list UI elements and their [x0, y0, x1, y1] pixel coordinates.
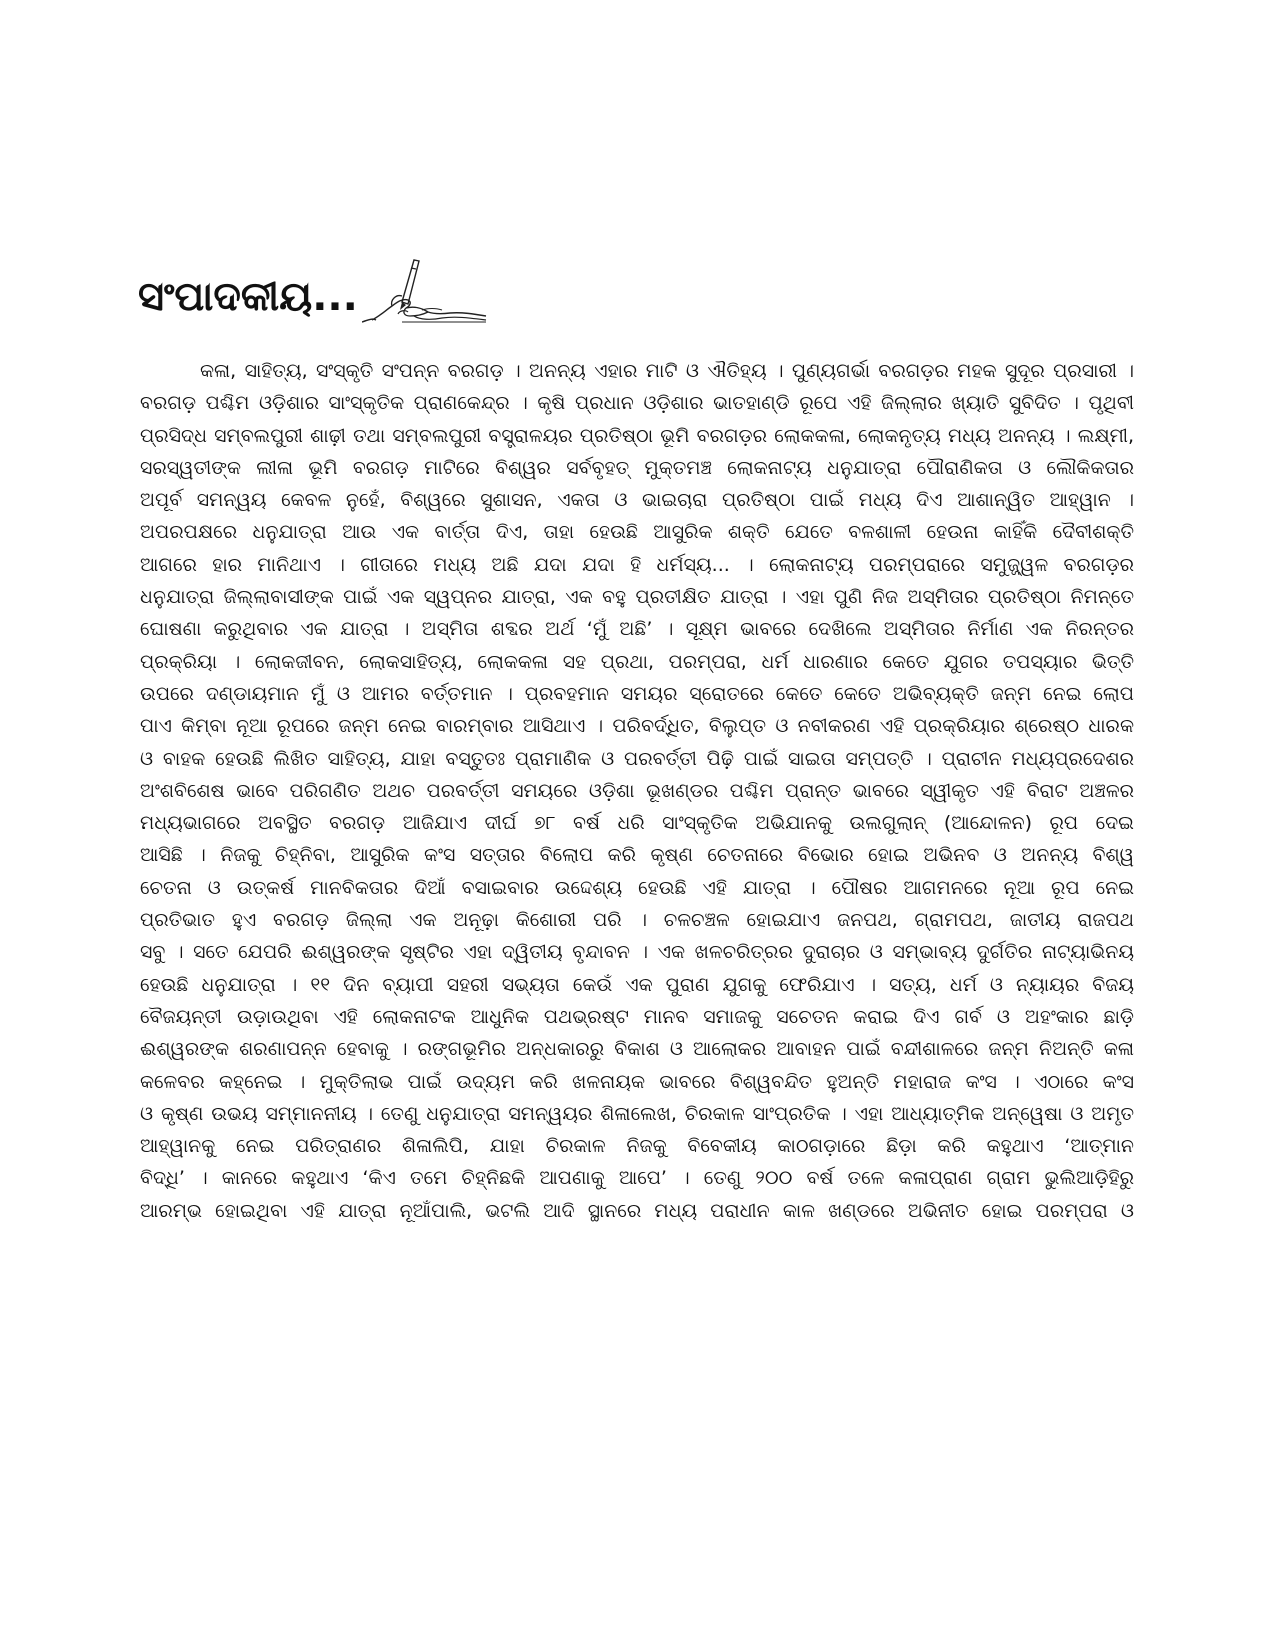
paragraph-line: ଅଂଶବିଶେଷ ଭାବେ ପରିଗଣିତ ଅଥଚ ପରବର୍ତ୍ତୀ ସମୟରେ ଓଡ଼ିଶା ଭୂଖଣ୍ଡର ପଶ୍ଚିମ ପ୍ରାନ୍ତ ଭାବରେ ସ୍ୱୀକୃତ ଏହି ବିରାଟ ଅଞ୍ଚଳର [140, 779, 1134, 802]
paragraph-line: ଅପୂର୍ବ ସମନ୍ୱୟ କେବଳ ନୁହେଁ, ବିଶ୍ୱରେ ସୁଶାସନ, ଏକତା ଓ ଭାଇଚାରା ପ୍ରତିଷ୍ଠା ପାଇଁ ମଧ୍ୟ ଦିଏ ଆଶାନ୍ୱିତ ଆହ୍ୱାନ । [140, 489, 1134, 512]
paragraph-line: କଳା, ସାହିତ୍ୟ, ସଂସ୍କୃତି ସଂପନ୍ନ ବରଗଡ଼ । ଅନନ୍ୟ ଏହାର ମାଟି ଓ ଐତିହ୍ୟ । ପୁଣ୍ୟଗର୍ଭା ବରଗଡ଼ର ମହକ ସୁଦୂର ପ୍ରସାରୀ । [200, 360, 1134, 382]
paragraph-line: ଧନୁଯାତ୍ରା ଜିଲ୍ଲାବାସୀଙ୍କ ପାଇଁ ଏକ ସ୍ୱପ୍ନର ଯାତ୍ରା, ଏକ ବହୁ ପ୍ରତୀକ୍ଷିତ ଯାତ୍ରା । ଏହା ପୁଣି ନିଜ ଅସ୍ମିତାର ପ୍ରତିଷ୍ଠା ନିମନ୍ତେ [140, 586, 1134, 609]
paragraph-line: ଈଶ୍ୱରଙ୍କ ଶରଣାପନ୍ନ ହେବାକୁ । ରଙ୍ଗଭୂମିର ଅନ୍ଧକାରରୁ ବିକାଶ ଓ ଆଲୋକର ଆବାହନ ପାଇଁ ବନ୍ଦୀଶାଳରେ ଜନ୍ମ ନିଅନ୍ତି କଳା [140, 1038, 1134, 1061]
paragraph-line: ଅପରପକ୍ଷରେ ଧନୁଯାତ୍ରା ଆଉ ଏକ ବାର୍ତ୍ତା ଦିଏ, ତାହା ହେଉଛି ଆସୁରିକ ଶକ୍ତି ଯେତେ ବଳଶାଳୀ ହେଉନା କାହିଁକି ଦୈବୀଶକ୍ତି [140, 521, 1134, 544]
paragraph-line: ଘୋଷଣା କରୁଥିବାର ଏକ ଯାତ୍ରା । ଅସ୍ମିତା ଶବ୍ଦର ଅର୍ଥ ‘ମୁଁ ଅଛି’ । ସୂକ୍ଷ୍ମ ଭାବରେ ଦେଖିଲେ ଅସ୍ମିତାର ନିର୍ମାଣ ଏକ ନିରନ୍ତର [140, 618, 1134, 641]
page-title: ସଂପାଦକୀୟ... [138, 274, 358, 320]
paragraph-line: ଆଗରେ ହାର ମାନିଥାଏ । ଗୀତାରେ ମଧ୍ୟ ଅଛି ଯଦା ଯଦା ହି ଧର୍ମସ୍ୟ... । ଲୋକନାଟ୍ୟ ପରମ୍ପରାରେ ସମୁଜ୍ଜ୍ୱଳ ବରଗଡ଼ର [140, 553, 1134, 576]
editorial-body [140, 355, 1134, 1227]
paragraph-line: ଚେତନା ଓ ଉତ୍କର୍ଷ ମାନବିକତାର ଦିଆଁ ବସାଇବାର ଉଦ୍ଦେଶ୍ୟ ହେଉଛି ଏହି ଯାତ୍ରା । ପୌଷର ଆଗମନରେ ନୂଆ ରୂପ ନେଇ [140, 876, 1134, 899]
paragraph-line: ବରଗଡ଼ ପଶ୍ଚିମ ଓଡ଼ିଶାର ସାଂସ୍କୃତିକ ପ୍ରାଣକେନ୍ଦ୍ର । କୃଷି ପ୍ରଧାନ ଓଡ଼ିଶାର ଭାତହାଣ୍ଡି ରୂପେ ଏହି ଜିଲ୍ଲାର ଖ୍ୟାତି ସୁବିଦିତ । ପୃଥିବୀ [140, 392, 1134, 415]
editorial-heading [138, 258, 492, 322]
paragraph-line: ବିଦ୍ଧି’ । କାନରେ କହୁଥାଏ ‘କିଏ ତମେ ଚିହ୍ନିଛକି ଆପଣାକୁ ଆପେ’ । ତେଣୁ ୨୦୦ ବର୍ଷ ତଳେ କଳାପ୍ରାଣ ଗ୍ରାମ ଭୁଲିଆଡ଼ିହିରୁ [140, 1167, 1134, 1190]
paragraph-line: ପ୍ରସିଦ୍ଧ ସମ୍ବଲପୁରୀ ଶାଢ଼ୀ ତଥା ସମ୍ବଲପୁରୀ ବସ୍ତ୍ରାଳୟର ପ୍ରତିଷ୍ଠା ଭୂମି ବରଗଡ଼ର ଲୋକକଳା, ଲୋକନୃତ୍ୟ ମଧ୍ୟ ଅନନ୍ୟ । ଲକ୍ଷ୍ମୀ, [140, 424, 1134, 447]
paragraph-line: ହେଉଛି ଧନୁଯାତ୍ରା । ୧୧ ଦିନ ବ୍ୟାପୀ ସହରୀ ସଭ୍ୟତା କେଉଁ ଏକ ପୁରାଣ ଯୁଗକୁ ଫେରିଯାଏ । ସତ୍ୟ, ଧର୍ମ ଓ ନ୍ୟାୟର ବିଜୟ [140, 973, 1134, 996]
paragraph-line: ସରସ୍ୱତୀଙ୍କ ଲୀଳା ଭୂମି ବରଗଡ଼ ମାଟିରେ ବିଶ୍ୱର ସର୍ବବୃହତ୍ ମୁକ୍ତମଞ୍ଚ ଲୋକନାଟ୍ୟ ଧନୁଯାତ୍ରା ପୌରାଣିକତା ଓ ଲୌକିକତାର [140, 456, 1134, 479]
paragraph-line: ବୈଜୟନ୍ତୀ ଉଡ଼ାଉଥିବା ଏହି ଲୋକନାଟକ ଆଧୁନିକ ପଥଭ୍ରଷ୍ଟ ମାନବ ସମାଜକୁ ସଚେତନ କରାଇ ଦିଏ ଗର୍ବ ଓ ଅହଂକାର ଛାଡ଼ି [140, 1005, 1134, 1028]
paragraph-line: ଆସିଛି । ନିଜକୁ ଚିହ୍ନିବା, ଆସୁରିକ କଂସ ସତ୍ତାର ବିଲୋପ କରି କୃଷ୍ଣ ଚେତନାରେ ବିଭୋର ହୋଇ ଅଭିନବ ଓ ଅନନ୍ୟ ବିଶ୍ୱ [140, 844, 1134, 867]
paragraph-line: ଉପରେ ଦଣ୍ଡାୟମାନ ମୁଁ ଓ ଆମର ବର୍ତ୍ତମାନ । ପ୍ରବହମାନ ସମୟର ସ୍ରୋତରେ କେତେ କେତେ ଅଭିବ୍ୟକ୍ତି ଜନ୍ମ ନେଇ ଲୋପ [140, 682, 1134, 705]
paragraph-line: ଆରମ୍ଭ ହୋଇଥିବା ଏହି ଯାତ୍ରା ନୂଆଁପାଲି, ଭଟଲି ଆଦି ସ୍ଥାନରେ ମଧ୍ୟ ପରାଧୀନ କାଳ ଖଣ୍ଡରେ ଅଭିନୀତ ହୋଇ ପରମ୍ପରା ଓ [140, 1199, 1134, 1222]
paragraph-line: ଆହ୍ୱାନକୁ ନେଇ ପରିତ୍ରାଣର ଶିଳାଲିପି, ଯାହା ଚିରକାଳ ନିଜକୁ ବିବେକୀୟ କାଠଗଡ଼ାରେ ଛିଡ଼ା କରି କହୁଥାଏ ‘ଆତ୍ମାନ [140, 1135, 1134, 1158]
hand-writing-pen-icon [362, 258, 492, 328]
paragraph-line: ସବୁ । ସତେ ଯେପରି ଈଶ୍ୱରଙ୍କ ସୃଷ୍ଟିର ଏହା ଦ୍ୱିତୀୟ ବୃନ୍ଦାବନ । ଏକ ଖଳଚରିତ୍ରର ଦୁରାଚାର ଓ ସମ୍ଭାବ୍ୟ ଦୁର୍ଗତିର ନାଟ୍ୟାଭିନୟ [140, 941, 1134, 964]
paragraph-line: ପ୍ରକ୍ରିୟା । ଲୋକଜୀବନ, ଲୋକସାହିତ୍ୟ, ଲୋକକଳା ସହ ପ୍ରଥା, ପରମ୍ପରା, ଧର୍ମ ଧାରଣାର କେତେ ଯୁଗର ତପସ୍ୟାର ଭିତ୍ତି [140, 650, 1134, 673]
paragraph-line: ପ୍ରତିଭାତ ହୁଏ ବରଗଡ଼ ଜିଲ୍ଲା ଏକ ଅନୂଢ଼ା କିଶୋରୀ ପରି । ଚଳଚଞ୍ଚଳ ହୋଇଯାଏ ଜନପଥ, ଗ୍ରାମପଥ, ଜାତୀୟ ରାଜପଥ [140, 909, 1134, 932]
paragraph-line: ଓ କୃଷ୍ଣ ଉଭୟ ସମ୍ମାନନୀୟ । ତେଣୁ ଧନୁଯାତ୍ରା ସମନ୍ୱୟର ଶିଳାଲେଖ, ଚିରକାଳ ସାଂପ୍ରତିକ । ଏହା ଆଧ୍ୟାତ୍ମିକ ଅନ୍ୱେଷା ଓ ଅମୃତ [140, 1102, 1134, 1125]
paragraph-line: ମଧ୍ୟଭାଗରେ ଅବସ୍ଥିତ ବରଗଡ଼ ଆଜିଯାଏ ଦୀର୍ଘ ୭୮ ବର୍ଷ ଧରି ସାଂସ୍କୃତିକ ଅଭିଯାନକୁ ଉଲଗୁଲାନ୍ (ଆନ୍ଦୋଳନ) ରୂପ ଦେଇ [140, 812, 1134, 835]
paragraph-line: ପାଏ କିମ୍ବା ନୂଆ ରୂପରେ ଜନ୍ମ ନେଇ ବାରମ୍ବାର ଆସିଥାଏ । ପରିବର୍ଦ୍ଧିତ, ବିଲୁପ୍ତ ଓ ନବୀକରଣ ଏହି ପ୍ରକ୍ରିୟାର ଶ୍ରେଷ୍ଠ ଧାରକ [140, 715, 1134, 738]
paragraph-line: ଓ ବାହକ ହେଉଛି ଲିଖିତ ସାହିତ୍ୟ, ଯାହା ବସ୍ତୁତଃ ପ୍ରାମାଣିକ ଓ ପରବର୍ତ୍ତୀ ପିଢ଼ି ପାଇଁ ସାଇତା ସମ୍ପତ୍ତି । ପ୍ରାଚୀନ ମଧ୍ୟପ୍ରଦେଶର [140, 747, 1134, 770]
paragraph-line: କଳେବର କହ୍ନେଇ । ମୁକ୍ତିଲାଭ ପାଇଁ ଉଦ୍ୟମ କରି ଖଳନାୟକ ଭାବରେ ବିଶ୍ୱବନ୍ଦିତ ହୁଅନ୍ତି ମହାରାଜ କଂସ । ଏଠାରେ କଂସ [140, 1070, 1134, 1093]
